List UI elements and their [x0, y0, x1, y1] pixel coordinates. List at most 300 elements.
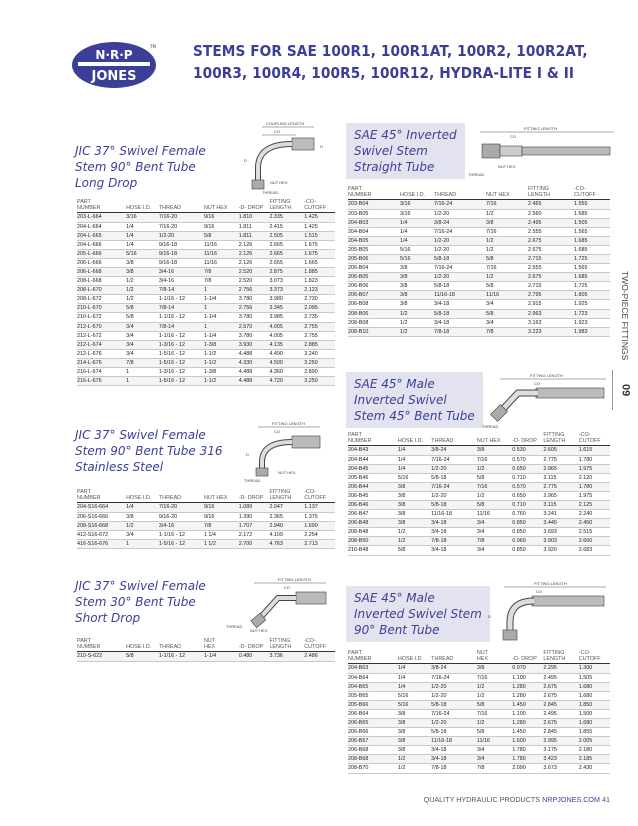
table-cell: 3/4-18 — [431, 528, 477, 537]
table-row — [348, 218, 610, 227]
table-cell: 2.047 — [269, 503, 304, 512]
table-cell: 5/16 — [398, 691, 431, 700]
footer-site-link[interactable]: NRPJONES.COM — [542, 795, 600, 804]
table-row — [77, 368, 335, 377]
svg-text:FITTING LENGTH: FITTING LENGTH — [530, 373, 563, 378]
table-row — [348, 746, 610, 755]
table-cell: 2.520 — [239, 267, 270, 276]
table-cell: 216-L-674 — [77, 368, 126, 377]
column-header: PART NUMBER — [77, 199, 126, 213]
table-cell: 3/8 — [398, 491, 431, 500]
table-cell: 11/16-18 — [431, 737, 477, 746]
column-header: THREAD — [159, 638, 204, 652]
table-cell: 2.125 — [579, 500, 610, 509]
table-cell: 1/4 — [126, 222, 159, 231]
table-cell: 206-B67 — [348, 737, 398, 746]
column-header: NUT HEX — [204, 638, 239, 652]
table-cell: 1/4 — [398, 464, 431, 473]
table-cell: 4.488 — [239, 377, 270, 386]
column-header: FITTING LENGTH — [543, 432, 578, 446]
table-cell: 212-L-672 — [77, 331, 126, 340]
column-header: HOSE I.D. — [126, 489, 159, 503]
table-cell: 7/8-18 — [431, 764, 477, 773]
table-row — [348, 309, 610, 318]
table-cell: 1.811 — [239, 222, 270, 231]
table-cell: 1.685 — [574, 236, 610, 245]
table-row — [77, 652, 335, 661]
table-cell: 204-B44 — [348, 455, 398, 464]
svg-text:CO: CO — [536, 589, 542, 594]
table-row — [77, 503, 335, 512]
table-cell: 3/8 — [126, 512, 159, 521]
table-cell: 2.095 — [304, 304, 335, 313]
table-cell: 1.450 — [512, 700, 543, 709]
column-header: PART NUMBER — [77, 638, 126, 652]
table-row — [348, 254, 610, 263]
table-row — [77, 530, 335, 539]
table-cell: 2.845 — [543, 700, 578, 709]
table-cell: 2.655 — [269, 258, 304, 267]
table-cell: 3/4 — [486, 318, 528, 327]
table-cell: 7/16 — [477, 455, 512, 464]
table-cell: 2.430 — [579, 764, 610, 773]
svg-text:COUPLING LENGTH: COUPLING LENGTH — [266, 121, 305, 126]
table-cell: 1.600 — [512, 737, 543, 746]
table-cell: 3.780 — [239, 313, 270, 322]
footer-page-number: 41 — [600, 795, 610, 804]
column-header: FITTING LENGTH — [528, 186, 574, 200]
table-cell: 212-L-670 — [77, 322, 126, 331]
table-row — [348, 691, 610, 700]
table-cell: 1.390 — [239, 512, 270, 521]
table-cell: 0.960 — [512, 537, 543, 546]
table-cell: 204-B03 — [348, 218, 400, 227]
table-cell: 1.565 — [574, 227, 610, 236]
table-cell: 2.756 — [239, 304, 270, 313]
table-cell: 3/4-18 — [431, 746, 477, 755]
table-row — [348, 764, 610, 773]
column-header: NUT HEX — [204, 199, 239, 213]
table-cell: 7/8 — [204, 521, 239, 530]
table-cell: 5/8-18 — [434, 282, 486, 291]
svg-text:CO: CO — [284, 585, 290, 590]
table-cell: 5/16 — [398, 473, 431, 482]
table-cell: 3/8 — [398, 482, 431, 491]
table-cell: 2.450 — [579, 519, 610, 528]
table-cell: 3/8 — [398, 709, 431, 718]
table-cell: 1/2 — [486, 245, 528, 254]
table-cell: 7/8-14 — [159, 304, 204, 313]
table-long-drop — [77, 199, 335, 386]
table-cell: 205-L-666 — [77, 249, 126, 258]
table-cell: 1-5/16 - 12 — [159, 539, 204, 548]
table-row — [348, 245, 610, 254]
table-cell: 5/8-18 — [431, 473, 477, 482]
table-row — [77, 331, 335, 340]
table-row — [348, 755, 610, 764]
table-cell: 1/2 — [126, 286, 159, 295]
table-cell: 7/16 — [486, 200, 528, 209]
table-cell: 2.090 — [512, 764, 543, 773]
table-cell: 3/4 — [126, 322, 159, 331]
table-cell: 9/16 — [204, 512, 239, 521]
table-cell: 3.920 — [543, 546, 578, 555]
table-cell: 1.780 — [512, 755, 543, 764]
table-cell: 1.280 — [512, 718, 543, 727]
table-cell: 1.925 — [574, 300, 610, 309]
table-cell: 1.100 — [512, 673, 543, 682]
diagram-90-bent-stainless — [238, 418, 328, 484]
column-header: HOSE I.D. — [398, 432, 431, 446]
column-header: FITTING LENGTH — [269, 199, 304, 213]
table-cell: 208-S16-668 — [77, 521, 126, 530]
table-cell: 3/4 — [477, 519, 512, 528]
svg-text:NUT HEX: NUT HEX — [270, 180, 288, 185]
column-header: THREAD — [431, 432, 477, 446]
table-cell: 3.780 — [239, 295, 270, 304]
table-cell: 2.123 — [304, 286, 335, 295]
table-cell: 3/8-24 — [431, 664, 477, 673]
table-cell: 7/8-14 — [159, 322, 204, 331]
table-cell: 206-B06 — [348, 282, 400, 291]
table-cell: 2.486 — [304, 652, 335, 661]
table-cell: 3/16 — [400, 200, 434, 209]
table-cell: 5/8 — [204, 231, 239, 240]
table-cell: 2.495 — [543, 709, 578, 718]
table-cell: 210-B48 — [348, 546, 398, 555]
table-cell: 1.615 — [579, 446, 610, 455]
table-cell: 7/8-18 — [434, 327, 486, 336]
table-cell: 3.903 — [543, 537, 578, 546]
table-cell: 2.995 — [543, 737, 578, 746]
table-cell: 1 — [204, 322, 239, 331]
svg-text:D: D — [244, 158, 247, 163]
table-cell: 1-1/16 - 12 — [159, 295, 204, 304]
table-cell: 5/8-18 — [431, 500, 477, 509]
column-header: NUT HEX — [204, 489, 239, 503]
diagram-sae-straight — [468, 122, 618, 178]
table-cell: 7/16 — [477, 673, 512, 682]
table-cell: 3.250 — [304, 358, 335, 367]
diagram-90-bent-long-drop — [236, 118, 328, 196]
table-cell: 1/2-20 — [431, 718, 477, 727]
svg-text:NUT HEX: NUT HEX — [278, 470, 296, 475]
table-cell: 208-B08 — [348, 318, 400, 327]
table-cell: 1/2 — [400, 309, 434, 318]
table-cell: 1-5/16 - 12 — [159, 377, 204, 386]
table-cell: 1/4 — [398, 682, 431, 691]
table-cell: 1.505 — [579, 673, 610, 682]
table-cell: 206-B46 — [348, 500, 398, 509]
svg-text:CO: CO — [510, 134, 516, 139]
table-cell: 9/16 — [204, 213, 239, 222]
table-cell: 1/2 — [400, 318, 434, 327]
column-header: HOSE I.D. — [126, 638, 159, 652]
table-row — [348, 291, 610, 300]
table-cell: 1.450 — [512, 728, 543, 737]
table-cell: 3/8 — [477, 446, 512, 455]
table-row — [77, 349, 335, 358]
table-cell: 206-B05 — [348, 273, 400, 282]
table-cell: 206-B45 — [348, 491, 398, 500]
table-cell: 205-B46 — [348, 473, 398, 482]
table-cell: 1.555 — [574, 200, 610, 209]
table-cell: 2.185 — [579, 755, 610, 764]
table-cell: 5/8 — [477, 500, 512, 509]
table-cell: 3.345 — [269, 304, 304, 313]
table-cell: 2.665 — [269, 249, 304, 258]
table-row — [348, 700, 610, 709]
table-row — [348, 227, 610, 236]
table-cell: 2.335 — [269, 213, 304, 222]
table-cell: 1/4 — [398, 664, 431, 673]
table-cell: 204-B63 — [348, 664, 398, 673]
table-cell: 1.805 — [574, 291, 610, 300]
svg-text:THREAD: THREAD — [468, 172, 485, 177]
table-cell: 4.763 — [269, 539, 304, 548]
table-cell: 3/8 — [398, 737, 431, 746]
table-cell: 3.250 — [304, 377, 335, 386]
table-cell: 2.965 — [543, 464, 578, 473]
table-cell: 0.970 — [512, 664, 543, 673]
table-row — [77, 521, 335, 530]
table-cell: 1-1/4 — [204, 652, 239, 661]
table-row — [348, 537, 610, 546]
table-cell: 11/16 — [477, 737, 512, 746]
table-cell: 416-S16-676 — [77, 539, 126, 548]
table-cell: 1.725 — [574, 282, 610, 291]
table-cell: 3/8 — [126, 258, 159, 267]
table-cell: 2.254 — [304, 530, 335, 539]
table-cell: 1/2 — [398, 764, 431, 773]
table-cell: 206-B04 — [348, 264, 400, 273]
table-cell: 4.330 — [239, 358, 270, 367]
table-cell: 1.983 — [574, 327, 610, 336]
table-cell: 11/16 — [204, 240, 239, 249]
table-cell: 1/2 — [477, 682, 512, 691]
table-cell: 0.850 — [512, 519, 543, 528]
table-cell: 3/4-18 — [434, 300, 486, 309]
table-cell: 1/2-20 — [434, 236, 486, 245]
table-cell: 5/8 — [126, 313, 159, 322]
diagram-sae-90-bent — [486, 578, 612, 648]
table-cell: 2.795 — [528, 291, 574, 300]
column-header: THREAD — [159, 199, 204, 213]
column-header: -D- DROP — [512, 650, 543, 664]
table-cell: 208-B06 — [348, 309, 400, 318]
column-header: THREAD — [159, 489, 204, 503]
table-row — [348, 282, 610, 291]
table-cell: 204-B64 — [348, 673, 398, 682]
table-row — [348, 519, 610, 528]
table-cell: 3.736 — [269, 652, 304, 661]
table-cell: 11/16 — [486, 291, 528, 300]
column-header: HOSE I.D. — [398, 650, 431, 664]
table-cell: 1/2-20 — [431, 464, 477, 473]
table-cell: 1/2 — [398, 528, 431, 537]
table-cell: 1.565 — [574, 264, 610, 273]
table-cell: 1.680 — [579, 682, 610, 691]
table-cell: 2.665 — [269, 240, 304, 249]
table-cell: 3.073 — [269, 277, 304, 286]
table-row — [77, 231, 335, 240]
table-cell: 1/4 — [126, 503, 159, 512]
table-cell: 1.810 — [239, 213, 270, 222]
table-cell: 7/16-24 — [431, 673, 477, 682]
column-header: NUT HEX — [477, 432, 512, 446]
section-title-sae-straight: SAE 45° Inverted Swivel Stem Straight Tube — [346, 123, 465, 179]
table-cell: 1.685 — [574, 273, 610, 282]
table-cell: 0.710 — [512, 500, 543, 509]
table-cell: 2.756 — [239, 286, 270, 295]
table-cell: 1/4 — [398, 673, 431, 682]
table-cell: 2.675 — [528, 236, 574, 245]
table-cell: 2.715 — [528, 254, 574, 263]
column-header: THREAD — [434, 186, 486, 200]
table-cell: 1.375 — [304, 512, 335, 521]
table-cell: 2.965 — [543, 491, 578, 500]
table-cell: 1.425 — [304, 213, 335, 222]
table-row — [77, 322, 335, 331]
table-cell: 5/8 — [486, 282, 528, 291]
table-row — [348, 264, 610, 273]
svg-text:THREAD: THREAD — [244, 478, 261, 483]
table-cell: 3/4 — [126, 530, 159, 539]
table-cell: 3.985 — [269, 313, 304, 322]
table-cell: 204-B43 — [348, 446, 398, 455]
table-cell: 5/16 — [400, 245, 434, 254]
column-header: FITTING LENGTH — [269, 638, 304, 652]
table-row — [77, 267, 335, 276]
table-cell: 2.940 — [269, 521, 304, 530]
table-sae-straight — [348, 186, 610, 337]
table-row — [348, 673, 610, 682]
table-cell: 1-5/16 - 12 — [159, 349, 204, 358]
table-cell: 3/8 — [477, 664, 512, 673]
table-cell: 204-S16-664 — [77, 503, 126, 512]
table-cell: 1.690 — [304, 521, 335, 530]
table-cell: 5/8-18 — [431, 728, 477, 737]
table-cell: 1-1/16 - 12 — [159, 530, 204, 539]
table-cell: 2.005 — [579, 737, 610, 746]
table-cell: 208-L-672 — [77, 295, 126, 304]
table-cell: 1/2 — [477, 691, 512, 700]
table-cell: 3/4 — [486, 300, 528, 309]
column-header: -CO- CUTOFF — [579, 650, 610, 664]
table-cell: 3.423 — [543, 755, 578, 764]
table-cell: 1/4 — [400, 227, 434, 236]
table-row — [77, 213, 335, 222]
table-cell: 1.515 — [304, 231, 335, 240]
table-cell: 210-L-672 — [77, 313, 126, 322]
table-cell: 7/8 — [486, 327, 528, 336]
table-cell: 11/16-18 — [434, 291, 486, 300]
table-cell: 1/2-20 — [431, 682, 477, 691]
table-cell: 1/4 — [398, 455, 431, 464]
table-cell: 9/16-18 — [159, 249, 204, 258]
table-cell: 3.241 — [543, 510, 578, 519]
column-header: -CO- CUTOFF — [579, 432, 610, 446]
table-cell: 4.005 — [269, 331, 304, 340]
table-cell: 1.665 — [304, 258, 335, 267]
table-cell: 2.126 — [239, 249, 270, 258]
table-cell: 1.723 — [574, 309, 610, 318]
table-cell: 4.488 — [239, 349, 270, 358]
table-cell: 0.710 — [512, 473, 543, 482]
table-cell: 412-S16-672 — [77, 530, 126, 539]
table-cell: 203-B04 — [348, 200, 400, 209]
table-cell: 2.885 — [304, 340, 335, 349]
table-cell: 1-1/16 - 12 — [159, 652, 204, 661]
table-cell: 1.100 — [512, 709, 543, 718]
page-title — [193, 40, 588, 84]
table-cell: 1 — [204, 304, 239, 313]
table-cell: 2.675 — [543, 718, 578, 727]
table-cell: 2.126 — [239, 240, 270, 249]
table-row — [348, 510, 610, 519]
svg-text:NUT HEX: NUT HEX — [250, 628, 268, 633]
logo-line2: JONES — [91, 69, 137, 84]
table-cell: 206-B64 — [348, 709, 398, 718]
table-cell: 11/16 — [477, 510, 512, 519]
svg-text:NUT HEX: NUT HEX — [498, 164, 516, 169]
table-cell: 7/8 — [477, 764, 512, 773]
table-sae-45-bent — [348, 432, 610, 556]
table-cell: 1.500 — [579, 709, 610, 718]
table-cell: 5/8-18 — [434, 309, 486, 318]
table-cell: 11/16 — [204, 258, 239, 267]
table-cell: 1/2 — [126, 277, 159, 286]
table-row — [348, 300, 610, 309]
table-cell: 4.360 — [269, 368, 304, 377]
table-cell: 1.425 — [304, 222, 335, 231]
table-cell: 1 — [126, 377, 159, 386]
table-cell: 3/8 — [398, 746, 431, 755]
svg-text:THREAD: THREAD — [482, 424, 499, 429]
table-row — [348, 473, 610, 482]
page-footer — [424, 795, 610, 804]
table-cell: 5/8-18 — [434, 254, 486, 263]
table-cell: 1.885 — [304, 267, 335, 276]
table-row — [348, 318, 610, 327]
table-cell: 206-S16-666 — [77, 512, 126, 521]
table-cell: 208-B48 — [348, 528, 398, 537]
table-cell: 11/16 — [204, 249, 239, 258]
table-row — [348, 200, 610, 209]
table-cell: 3.115 — [543, 473, 578, 482]
table-cell: 1/2 — [486, 236, 528, 245]
section-title-30-bent: JIC 37° Swivel Female Stem 30° Bent Tube Short Drop — [75, 579, 206, 625]
svg-text:D: D — [488, 614, 491, 619]
svg-text:THREAD: THREAD — [226, 624, 243, 629]
column-header: -D- DROP — [239, 489, 270, 503]
svg-text:D: D — [246, 452, 249, 457]
table-cell: 2.495 — [528, 218, 574, 227]
table-cell: 3/8 — [126, 267, 159, 276]
table-row — [348, 327, 610, 336]
table-cell: 212-L-676 — [77, 349, 126, 358]
page-title-line1: STEMS FOR SAE 100R1, 100R1AT, 100R2, 100R2AT, — [193, 42, 588, 60]
logo-line1: N·R·P — [95, 48, 133, 62]
table-cell: 3/8 — [486, 218, 528, 227]
table-cell: 4.005 — [269, 322, 304, 331]
table-cell: 2.735 — [304, 313, 335, 322]
table-cell: 7/16 — [486, 227, 528, 236]
table-stainless — [77, 489, 335, 549]
table-row — [348, 500, 610, 509]
table-cell: 3/4-16 — [159, 267, 204, 276]
table-cell: 5/8 — [486, 254, 528, 263]
